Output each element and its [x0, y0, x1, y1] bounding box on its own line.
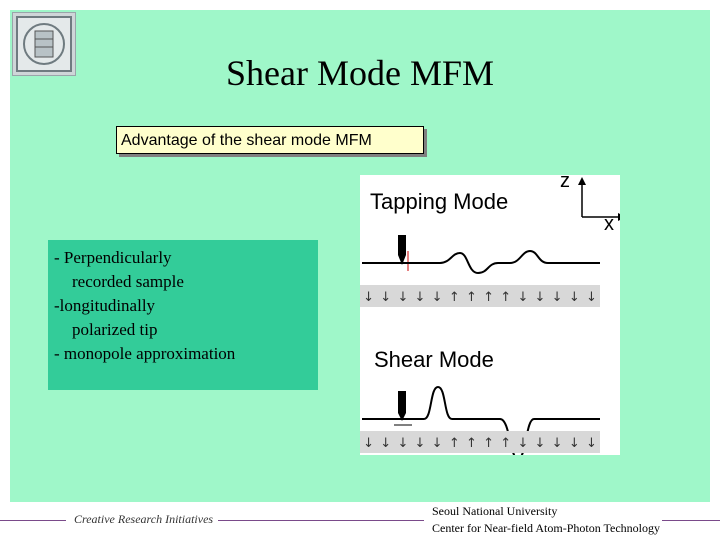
footer-center: Center for Near-field Atom-Photon Technology: [432, 521, 660, 535]
magnetization-arrow: ↑: [483, 436, 495, 451]
magnetization-arrow: ↓: [414, 290, 426, 305]
magnetization-arrow: ↓: [380, 290, 392, 305]
footer-creative-research: Creative Research Initiatives: [74, 512, 214, 526]
bullet-line: polarized tip: [72, 320, 158, 339]
magnetization-arrow: ↑: [483, 290, 495, 305]
magnetization-arrow: ↓: [414, 436, 426, 451]
subtitle-box: Advantage of the shear mode MFM: [116, 126, 424, 154]
bullet-line: -longitudinally: [54, 296, 156, 315]
magnetization-arrow: ↓: [397, 290, 409, 305]
tapping-signal-curve: [362, 251, 600, 273]
magnetization-arrow: ↓: [568, 436, 580, 451]
magnetization-arrow: ↓: [397, 436, 409, 451]
magnetization-arrow: ↓: [363, 436, 375, 451]
footer-rule-middle: [218, 520, 424, 521]
magnetization-arrow: ↑: [465, 290, 477, 305]
magnetization-arrow: ↓: [431, 436, 443, 451]
footer-rule-right: [662, 520, 720, 521]
bullet-line: recorded sample: [72, 272, 184, 291]
slide-title: Shear Mode MFM: [226, 53, 494, 93]
magnetization-arrow: ↑: [500, 290, 512, 305]
diagram-svg: [360, 175, 620, 455]
magnetization-arrow: ↓: [363, 290, 375, 305]
tapping-sample-strip: [360, 285, 600, 307]
magnetization-arrow: ↓: [431, 290, 443, 305]
mfm-mode-diagram: [360, 175, 620, 455]
footer-rule-left: [0, 520, 66, 521]
magnetization-arrow: ↑: [500, 436, 512, 451]
footer-university: Seoul National University: [432, 504, 558, 518]
shear-sample-strip: [360, 431, 600, 453]
magnetization-arrow: ↓: [517, 436, 529, 451]
bullet-list: [48, 240, 318, 390]
magnetization-arrow: ↑: [465, 436, 477, 451]
magnetization-arrow: ↓: [380, 436, 392, 451]
magnetization-arrow: ↓: [551, 436, 563, 451]
footer-institution: [432, 503, 660, 537]
shear-mode-label: Shear Mode: [374, 347, 494, 372]
magnetization-arrow: ↓: [585, 290, 597, 305]
bullet-line: - monopole approximation: [54, 344, 236, 363]
magnetization-arrow: ↓: [551, 290, 563, 305]
magnetization-arrow: ↓: [585, 436, 597, 451]
shear-tip: [398, 391, 406, 421]
tapping-mode-label: Tapping Mode: [370, 189, 509, 214]
x-axis-label: x: [604, 213, 614, 235]
magnetization-arrow: ↓: [534, 436, 546, 451]
z-axis-label: z: [560, 175, 570, 192]
magnetization-arrow: ↓: [534, 290, 546, 305]
x-axis-arrowhead: [618, 213, 620, 221]
magnetization-arrow: ↑: [448, 290, 460, 305]
magnetization-arrow: ↓: [517, 290, 529, 305]
magnetization-arrow: ↑: [448, 436, 460, 451]
bullet-line: - Perpendicularly: [54, 248, 172, 267]
tapping-tip: [398, 235, 406, 265]
magnetization-arrow: ↓: [568, 290, 580, 305]
z-axis-arrowhead: [578, 177, 586, 185]
